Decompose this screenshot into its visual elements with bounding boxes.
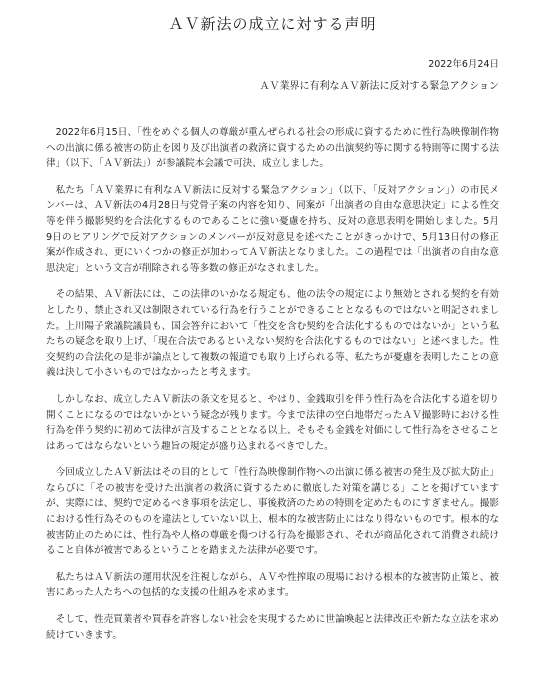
document-title: ＡＶ新法の成立に対する声明 [168, 15, 377, 33]
document-body [46, 125, 499, 643]
document-author: ＡＶ業界に有利なＡＶ新法に反対する緊急アクション [259, 81, 499, 92]
body-paragraph: 私たちはＡＶ新法の運用状況を注視しながら、ＡＶや性搾取の現場における根本的な被害防止策と、被害にあった人たちへの包括的な支援の仕組みを求めます。 [46, 571, 499, 599]
body-paragraph: 2022年6月15日、「性をめぐる個人の尊厳が重んぜられる社会の形成に資するために性行為映像制作物への出演に係る被害の防止を図り及び出演者の救済に資するための出演契約等に関する特則等に関する法律」（以下、「ＡＶ新法」）が参議院本会議で可決、成立しました。 [46, 127, 499, 170]
body-paragraph: 私たち「ＡＶ業界に有利なＡＶ新法に反対する緊急アクション」（以下、「反対アクション」）の市民メンバーは、ＡＶ新法の4月28日与党骨子案の内容を知り、同案が「出演者の自由な意思決定」による性交等を伴う撮影契約を合法化するものであることに強い憂慮を持ち、反対の意思表明を開始しました。5月9日のヒアリングで反対アクションのメンバーが反対意見を述べたことがきっかけで、5月13日付の修正案が作成され、更にいくつかの修正が加わってＡＶ新法となりました。この過程では「出演者の自由な意思決定」という文言が削除される等多数の修正がなされました。 [46, 184, 499, 274]
body-paragraph: そして、性売買業者や買春を許容しない社会を実現するために世論喚起と法律改正や新たな立法を求め続けていきます。 [46, 614, 499, 641]
body-paragraph: しかしなお、成立したＡＶ新法の条文を見ると、やはり、金銭取引を伴う性行為を合法化する道を切り開くことになるのではないかという疑念が残ります。今まで法律の空白地帯だったＡＶ撮影時における性行為を伴う契約に初めて法律が言及することとなる以上、そもそも金銭を対価にして性行為をさせることはあってはならないという趣旨の規定が盛り込まれるべきでした。 [46, 393, 499, 452]
document-date: 2022年6月24日 [428, 59, 499, 70]
body-paragraph: 今回成立したＡＶ新法はその目的として「性行為映像制作物への出演に係る被害の発生及び拡大防止」ならびに「その被害を受けた出演者の救済に資するために徹底した対策を講じる」ことを掲げていますが、実際には、契約で定めるべき事項を法定し、事後救済のための特則を定めたものにすぎません。撮影における性行為そのものを違法としていない以上、根本的な被害防止にはなり得ないものです。根本的な被害防止のためには、性行為や人格の尊厳を傷つける行為を撮影され、それが商品化されて消費され続けること自体が被害であるということを踏まえた法律が必要です。 [46, 467, 499, 557]
body-paragraph: その結果、ＡＶ新法には、この法律のいかなる規定も、他の法令の規定により無効とされる契約を有効としたり、禁止され又は制限されている行為を行うことができることとなるものではないと明記されました。上川陽子衆議院議員も、国会答弁において「性交を含む契約を合法化するものではないか」という私たちの疑念を取り上げ、「現在合法であるといえない契約を合法化するものではない」と述べました。性交契約の合法化の是非が論点として複数の報道でも取り上げられる等、私たちが憂慮を表明したことの意義は決して小さいものではなかったと考えます。 [46, 289, 499, 379]
